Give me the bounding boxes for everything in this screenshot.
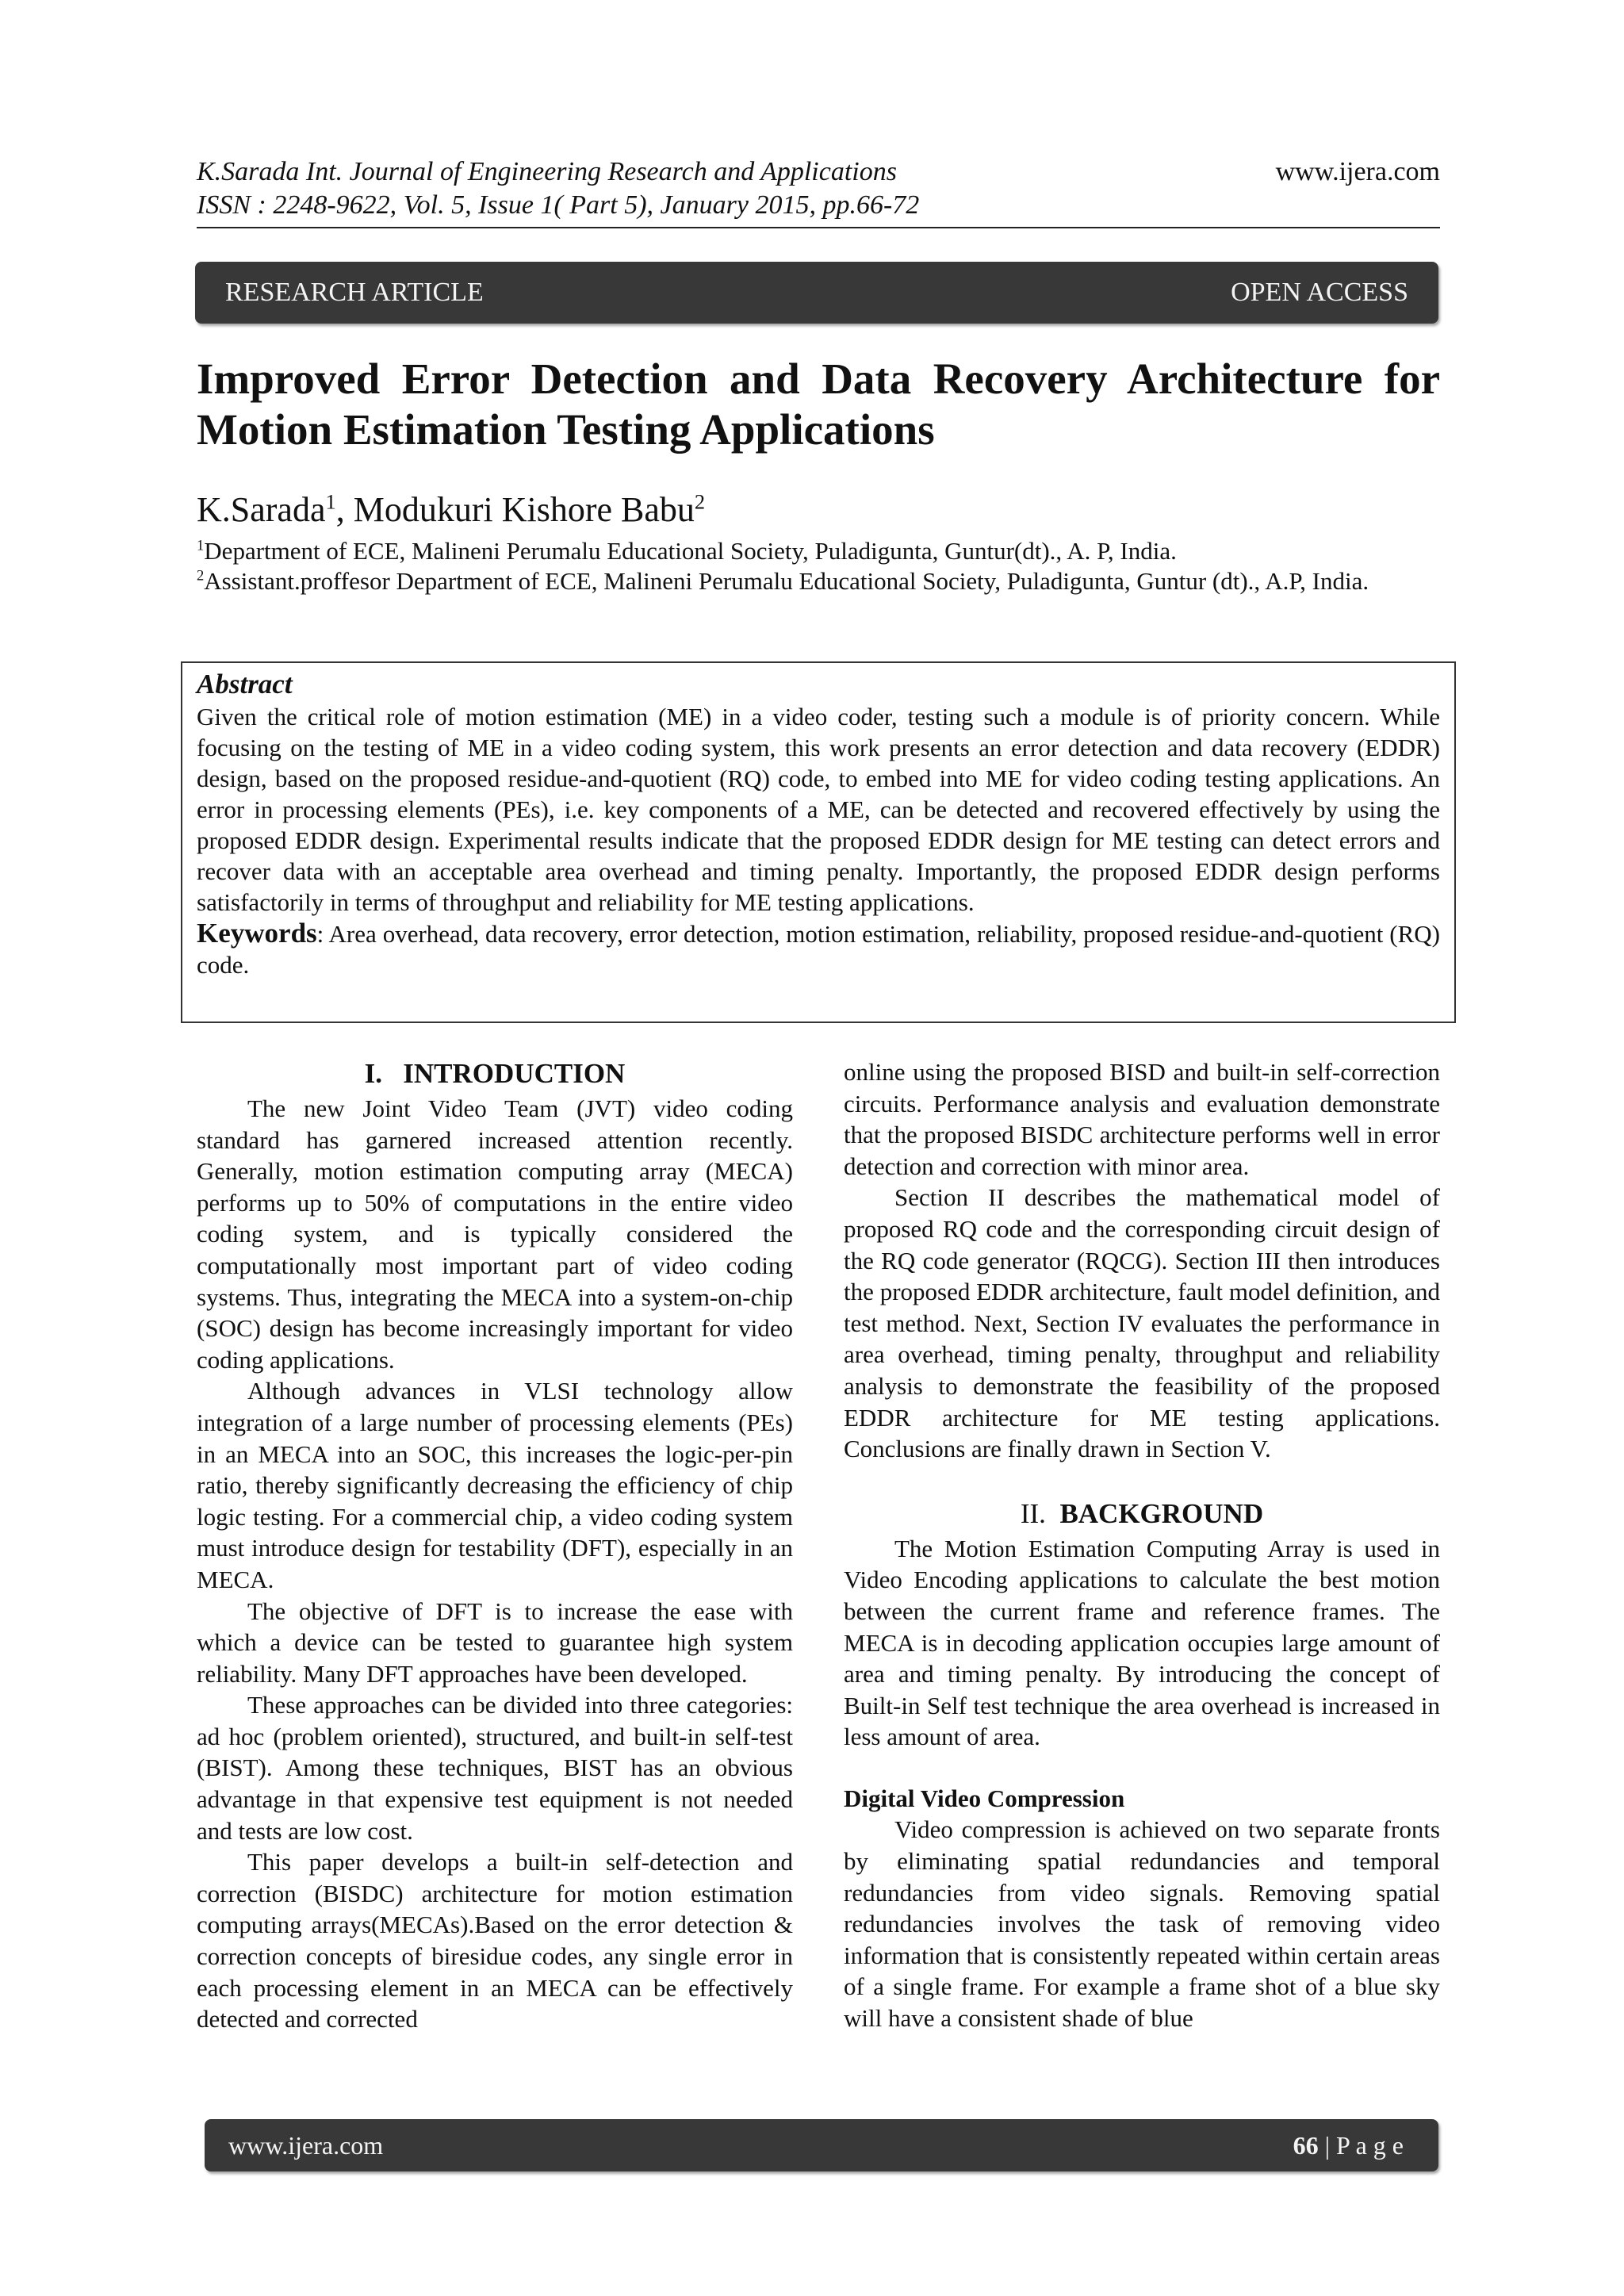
keywords-text: : Area overhead, data recovery, error detection, motion estimation, reliability, proposed residue-and-quotient (RQ) code. (197, 920, 1440, 979)
right-column (844, 1056, 1440, 2034)
subsection-heading: Digital Video Compression (844, 1784, 1125, 1812)
section-intro-title: INTRODUCTION (403, 1058, 626, 1089)
intro-paragraph-6: Section II describes the mathematical model of proposed RQ code and the corresponding circuit design of the RQ code generator (RQCG). Section III then introduces the proposed EDDR architecture, fault model definition, and test method. Next, Section IV evaluates the performance in area overhead, timing penalty, throughput and reliability analysis to demonstrate the feasibility of the proposed EDDR architecture for ME testing applications. Conclusions are finally drawn in Section V. (844, 1183, 1440, 1463)
page-label: | P a g e (1318, 2130, 1404, 2160)
author-1-marker: 1 (325, 489, 336, 514)
intro-paragraph-2: Although advances in VLSI technology allow integration of a large number of processing elements (PEs) in an MECA into an SOC, this increases the logic-per-pin ratio, thereby significantly decreasing the efficiency of chip logic testing. For a commercial chip, a video coding system must introduce design for testability (DFT), especially in an MECA. (197, 1377, 793, 1593)
research-article-label: RESEARCH ARTICLE (225, 278, 484, 307)
abstract-heading: Abstract (197, 669, 293, 700)
affiliation-2-text: Assistant.proffesor Department of ECE, Malineni Perumalu Educational Society, Puladigunta, Guntur (dt)., A.P, India. (204, 567, 1369, 595)
section-background-heading (844, 1497, 1440, 1531)
footer-banner (205, 2119, 1438, 2171)
affiliation-1-text: Department of ECE, Malineni Perumalu Educational Society, Puladigunta, Guntur(dt)., A. P, India. (204, 537, 1177, 565)
intro-paragraph-5-continued: online using the proposed BISD and built-in self-correction circuits. Performance analysis and evaluation demonstrate that the proposed BISDC architecture performs well in error detection and correction with minor area. (844, 1058, 1440, 1180)
issn-line: ISSN : 2248-9622, Vol. 5, Issue 1( Part 5), January 2015, pp.66-72 (197, 190, 920, 220)
affiliation-1-marker: 1 (197, 537, 205, 554)
intro-paragraph-1: The new Joint Video Team (JVT) video coding standard has garnered increased attention recently. Generally, motion estimation computing array (MECA) performs up to 50% of computations in the entire video coding system, and is typically considered the computationally most important part of video coding systems. Thus, integrating the MECA into a system-on-chip (SOC) design has become increasingly important for video coding applications. (197, 1094, 793, 1374)
left-column (197, 1056, 793, 2035)
author-2: Modukuri Kishore Babu (353, 490, 695, 529)
intro-paragraph-5: This paper develops a built-in self-detection and correction (BISDC) architecture for motion estimation computing arrays(MECAs).Based on the error detection & correction concepts of biresidue codes, any single error in each processing element in an MECA can be effectively detected and corrected (197, 1848, 793, 2033)
author-separator: , (335, 490, 354, 529)
section-intro-number: I. (364, 1058, 383, 1089)
header-rule (197, 227, 1440, 228)
intro-paragraph-4: These approaches can be divided into three categories: ad hoc (problem oriented), structured, and built-in self-test (BIST). Among these techniques, BIST has an obvious advantage in that expensive test equipment is not needed and tests are low cost. (197, 1691, 793, 1845)
background-paragraph-1: The Motion Estimation Computing Array is used in Video Encoding applications to calculate the best motion between the current frame and reference frames. The MECA is in decoding application occupies large amount of area and timing penalty. By introducing the concept of Built-in Self test technique the area overhead is increased in less amount of area. (844, 1534, 1440, 1751)
article-type-banner (195, 262, 1438, 324)
section-background-title: BACKGROUND (1059, 1497, 1264, 1529)
author-1: K.Sarada (197, 490, 326, 529)
page-indicator (1293, 2131, 1404, 2160)
header-website: www.ijera.com (1275, 157, 1440, 186)
affiliation-1 (197, 536, 1440, 566)
abstract (197, 668, 1440, 980)
page-number: 66 (1293, 2130, 1319, 2160)
spacer (844, 1753, 1440, 1783)
paper-title: Improved Error Detection and Data Recovery Architecture for Motion Estimation Testing Applications (197, 355, 1440, 454)
journal-line: K.Sarada Int. Journal of Engineering Research and Applications (197, 157, 897, 186)
affiliation-2 (197, 566, 1440, 596)
footer-website: www.ijera.com (228, 2130, 384, 2160)
keywords (197, 918, 1440, 980)
section-intro-heading (197, 1056, 793, 1091)
author-list (197, 490, 705, 530)
author-2-marker: 2 (694, 489, 706, 514)
section-background-number: II. (1020, 1497, 1046, 1529)
abstract-text: Given the critical role of motion estimation (ME) in a video coder, testing such a module is of priority concern. While focusing on the testing of ME in a video coding system, this work presents an error detection and data recovery (EDDR) design, based on the proposed residue-and-quotient (RQ) code, to embed into ME for video coding testing applications. An error in processing elements (PEs), i.e. key components of a ME, can be detected and recovered effectively by using the proposed EDDR design. Experimental results indicate that the proposed EDDR design for ME testing can detect errors and recover data with an acceptable area overhead and timing penalty. Importantly, the proposed EDDR design performs satisfactorily in terms of throughput and reliability for ME testing applications. (197, 703, 1440, 916)
affiliation-2-marker: 2 (197, 567, 205, 585)
background-paragraph-2: Video compression is achieved on two separate fronts by eliminating spatial redundancies and temporal redundancies from video signals. Removing spatial redundancies involves the task of removing video information that is consistently repeated within certain areas of a single frame. For example a frame shot of a blue sky will have a consistent shade of blue (844, 1815, 1440, 2033)
spacer (844, 1465, 1440, 1497)
intro-paragraph-3: The objective of DFT is to increase the ease with which a device can be tested to guarantee high system reliability. Many DFT approaches have been developed. (197, 1596, 793, 1688)
open-access-label: OPEN ACCESS (1231, 278, 1408, 307)
keywords-label: Keywords (197, 918, 317, 949)
